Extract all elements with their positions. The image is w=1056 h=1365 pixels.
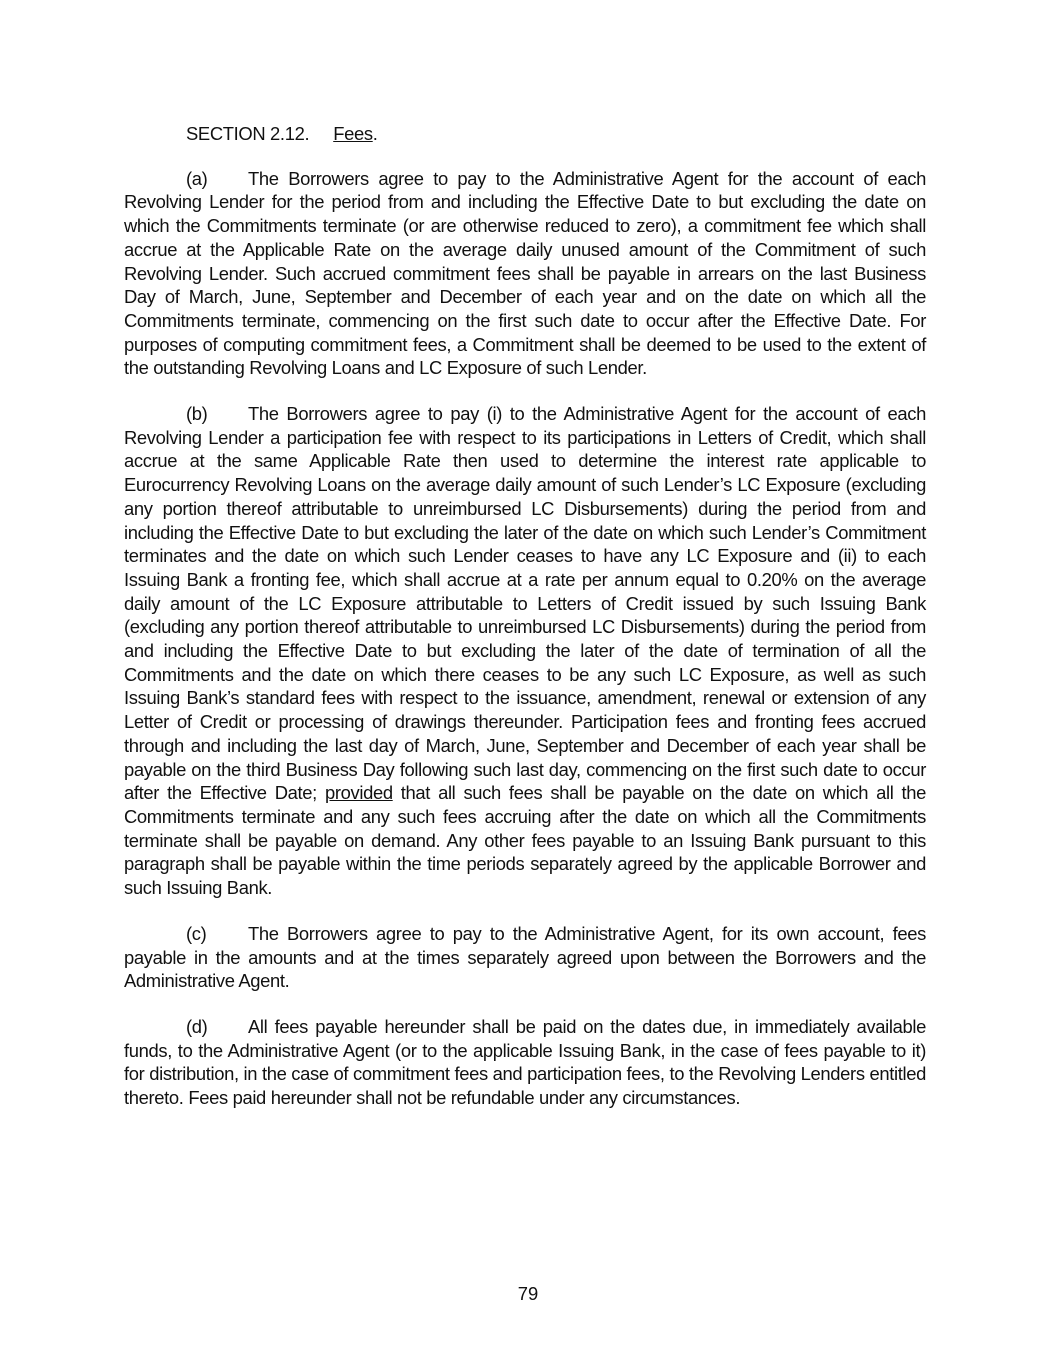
paragraph-a-label: (a) <box>186 167 208 189</box>
paragraph-c-label: (c) <box>186 922 207 944</box>
paragraph-b-provided: provided <box>324 782 393 804</box>
paragraph-a-text: The Borrowers agree to pay to the Administrative Agent for the account of each Revolving Lender for the period from and including the Effective Date to but excluding the date on which the Commitments terminate (or are otherwise reduced to zero), a commitment fee which shall accrue at the Applicable Rate on the average daily unused amount of the Commitment of such Revolving Lender. Such accrued commitment fees shall be payable in arrears on the last Business Day of March, June, September and December of each year and on the date on which all the Commitments terminate, commencing on the first such date to occur after the Effective Date. For purposes of computing commitment fees, a Commitment shall be deemed to be used to the extent of the outstanding Revolving Loans and LC Exposure of such Lender. <box>124 167 926 379</box>
section-title: Fees <box>333 123 373 144</box>
paragraph-c-text: The Borrowers agree to pay to the Administrative Agent, for its own account, fees payable in the amounts and at the times separately agreed upon between the Borrowers and the Administrative Agent. <box>124 922 926 992</box>
paragraph-b-text-after: that all such fees shall be payable on the date on which all the Commitments terminate and any such fees accruing after the date on which all the Commitments terminate shall be payable on demand. Any other fees payable to an Issuing Bank pursuant to this paragraph shall be payable within the time periods separately agreed by the applicable Borrower and such Issuing Bank. <box>124 782 927 899</box>
paragraph-d-text: All fees payable hereunder shall be paid on the dates due, in immediately available funds, to the Administrative Agent (or to the applicable Issuing Bank, in the case of fees payable to it) for distribution, in the case of commitment fees and participation fees, to the Revolving Lenders entitled thereto. Fees paid hereunder shall not be refundable under any circumstances. <box>124 1015 926 1109</box>
paragraph-d <box>124 1015 926 1110</box>
section-number: SECTION 2.12. <box>186 123 310 144</box>
paragraph-b-label: (b) <box>186 403 208 425</box>
document-page <box>124 122 926 1132</box>
section-heading <box>124 122 926 146</box>
paragraph-d-label: (d) <box>186 1015 208 1037</box>
page-number: 79 <box>517 1283 539 1304</box>
paragraph-a <box>124 167 926 380</box>
section-title-suffix: . <box>372 123 378 144</box>
paragraph-b-text-before: The Borrowers agree to pay (i) to the Administrative Agent for the account of each Revolving Lender a participation fee with respect to its participations in Letters of Credit, which shall accrue at the same Applicable Rate then used to determine the interest rate applicable to Eurocurrency Revolving Loans on the average daily amount of such Lender’s LC Exposure (excluding any portion thereof attributable to unreimbursed LC Disbursements) during the period from and including the Effective Date to but excluding the later of the date on which such Lender’s Commitment terminates and the date on which such Lender ceases to have any LC Exposure and (ii) to each Issuing Bank a fronting fee, which shall accrue at a rate per annum equal to 0.20% on the average daily amount of the LC Exposure attributable to Letters of Credit issued by such Issuing Bank (excluding any portion thereof attributable to unreimbursed LC Disbursements) during the period from and including the Effective Date to but excluding the later of the date of termination of all the Commitments and the date on which there ceases to be any such LC Exposure, as well as such Issuing Bank’s standard fees with respect to the issuance, amendment, renewal or extension of any Letter of Credit or processing of drawings thereunder. Participation fees and fronting fees accrued through and including the last day of March, June, September and December of each year shall be payable on the third Business Day following such last day, commencing on the first such date to occur after the Effective Date; <box>124 403 926 804</box>
paragraph-c <box>124 922 926 993</box>
paragraph-b <box>124 402 926 900</box>
